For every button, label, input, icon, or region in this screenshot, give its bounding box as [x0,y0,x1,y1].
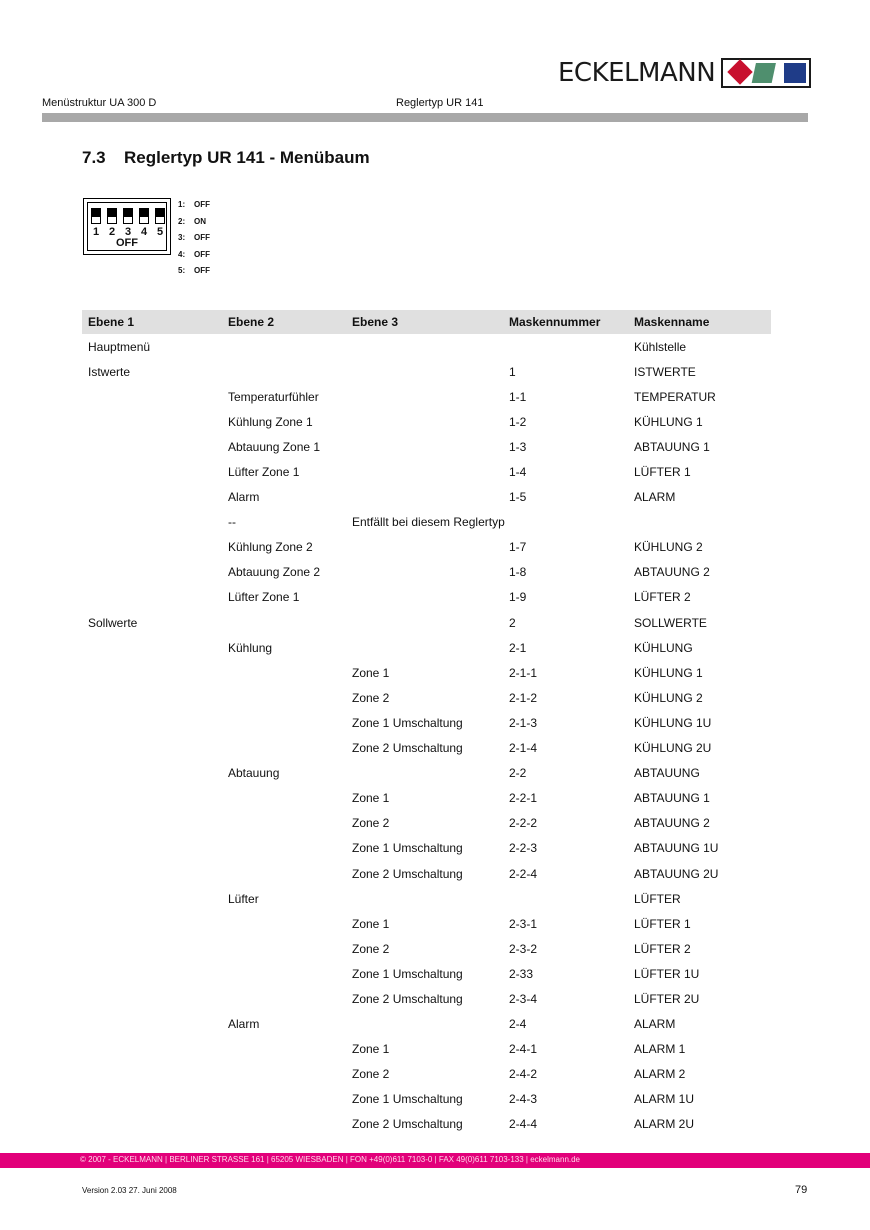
table-row [82,936,771,961]
cell-maskennummer: 2-2-4 [509,866,538,881]
cell-ebene-2: Kühlung Zone 1 [228,414,313,429]
cell-ebene-3: Zone 1 Umschaltung [352,715,463,730]
cell-maskenname: ISTWERTE [634,364,696,379]
table-row [82,886,771,911]
table-row [82,485,771,510]
logo-text: ECKELMANN [558,58,716,88]
cell-maskenname: LÜFTER 2 [634,590,691,605]
cell-maskennummer: 2-1-3 [509,715,538,730]
dip-switch-4 [139,208,149,224]
menu-tree-table [82,310,771,1137]
dip-setting: 3: OFF [178,233,210,243]
cell-ebene-3: Zone 2 Umschaltung [352,741,463,756]
cell-maskennummer: 2-2-1 [509,791,538,806]
column-header: Maskenname [634,315,710,329]
table-row [82,710,771,735]
table-row [82,660,771,685]
table-row [82,836,771,861]
cell-ebene-2: Lüfter Zone 1 [228,465,300,480]
table-row [82,911,771,936]
cell-maskennummer: 2-33 [509,966,534,981]
cell-ebene-3: Zone 1 Umschaltung [352,841,463,856]
cell-ebene-2: Abtauung Zone 1 [228,439,321,454]
cell-maskenname: KÜHLUNG 1 [634,665,703,680]
cell-maskennummer: 2-4-3 [509,1092,538,1107]
cell-maskenname: LÜFTER 2U [634,991,700,1006]
cell-maskennummer: 2-4-1 [509,1042,538,1057]
cell-maskenname: LÜFTER 1 [634,916,691,931]
cell-maskenname: ALARM [634,490,676,505]
cell-maskenname: ABTAUUNG 2U [634,866,719,881]
cell-maskenname: KÜHLUNG 2 [634,690,703,705]
dip-switch-3 [123,208,133,224]
cell-maskennummer: 2-4 [509,1017,527,1032]
cell-ebene-3: Zone 2 Umschaltung [352,866,463,881]
header-document-title: Menüstruktur UA 300 D [42,97,157,109]
dip-setting: 4: OFF [178,249,210,259]
cell-maskenname: ABTAUUNG [634,766,700,781]
cell-ebene-1: Hauptmenü [88,339,151,354]
table-row [82,1037,771,1062]
cell-maskennummer: 1-3 [509,439,527,454]
cell-maskenname: ABTAUUNG 2 [634,565,710,580]
dip-off-label: OFF [116,237,138,249]
header-divider [42,113,808,122]
cell-maskennummer: 2-1-2 [509,690,538,705]
cell-maskenname: KÜHLUNG 1U [634,715,712,730]
cell-ebene-2: Lüfter Zone 1 [228,590,300,605]
cell-maskenname: SOLLWERTE [634,615,707,630]
cell-maskennummer: 2-4-2 [509,1067,538,1082]
table-row [82,384,771,409]
table-row [82,635,771,660]
cell-maskennummer: 1-4 [509,465,527,480]
table-row [82,811,771,836]
column-header: Ebene 2 [228,315,275,329]
table-row [82,986,771,1011]
cell-maskennummer: 1 [509,364,516,379]
dip-setting: 2: ON [178,216,206,226]
cell-maskennummer: 2 [509,615,516,630]
column-header: Ebene 3 [352,315,399,329]
table-row [82,359,771,384]
dip-number: 1 [92,226,100,238]
cell-ebene-1: Istwerte [88,364,131,379]
table-row [82,685,771,710]
cell-maskennummer: 2-3-4 [509,991,538,1006]
table-row [82,736,771,761]
cell-ebene-3: Entfällt bei diesem Reglertyp [352,515,505,530]
cell-maskennummer: 2-2 [509,766,527,781]
cell-maskennummer: 2-2-3 [509,841,538,856]
table-row [82,1062,771,1087]
cell-maskenname: ALARM 1U [634,1092,695,1107]
table-row [82,459,771,484]
table-row [82,761,771,786]
cell-ebene-3: Zone 1 [352,916,390,931]
footer-company-line: © 2007 - ECKELMANN | BERLINER STRASSE 161 | 65205 WIESBADEN | FON +49(0)611 7103-0 | FAX 49(0)611 7103-133 | eckelmann.de [80,1155,581,1164]
table-row [82,510,771,535]
cell-ebene-2: Temperaturfühler [228,389,319,404]
cell-maskenname: ABTAUUNG 1 [634,791,710,806]
cell-ebene-3: Zone 1 Umschaltung [352,966,463,981]
table-row [82,434,771,459]
cell-maskennummer: 1-9 [509,590,527,605]
dip-settings-list [178,200,210,283]
cell-maskenname: KÜHLUNG 2U [634,741,712,756]
table-row [82,560,771,585]
section-number: 7.3 [82,148,106,167]
table-row [82,585,771,610]
dip-number: 4 [140,226,148,238]
dip-switch-1 [91,208,101,224]
table-row [82,409,771,434]
cell-maskennummer: 1-5 [509,490,527,505]
cell-ebene-2: -- [228,515,236,530]
cell-maskenname: TEMPERATUR [634,389,716,404]
cell-maskenname: KÜHLUNG 1 [634,414,703,429]
cell-maskenname: KÜHLUNG 2 [634,540,703,555]
dip-setting: 1: OFF [178,200,210,209]
dip-number: 3 [124,226,132,238]
cell-ebene-3: Zone 2 [352,941,390,956]
table-row [82,334,771,359]
cell-ebene-3: Zone 2 [352,1067,390,1082]
dip-setting: 5: OFF [178,266,210,276]
cell-maskenname: KÜHLUNG [634,640,693,655]
table-row [82,1112,771,1137]
cell-maskennummer: 1-2 [509,414,527,429]
column-header: Ebene 1 [88,315,135,329]
table-header [82,310,771,334]
cell-maskenname: ALARM [634,1017,676,1032]
logo-squares-icon [721,58,811,88]
dip-switch-2 [107,208,117,224]
dip-switch-icon [83,198,171,255]
cell-ebene-2: Alarm [228,1017,260,1032]
table-body [82,334,771,1137]
cell-ebene-2: Alarm [228,490,260,505]
page-number: 79 [795,1184,808,1196]
eckelmann-logo [558,58,811,88]
table-row [82,786,771,811]
table-row [82,610,771,635]
cell-maskenname: LÜFTER 1U [634,966,700,981]
cell-maskennummer: 2-1-1 [509,665,538,680]
column-header: Maskennummer [509,315,601,329]
cell-ebene-3: Zone 2 [352,816,390,831]
cell-maskennummer: 1-8 [509,565,527,580]
cell-maskenname: LÜFTER 1 [634,465,691,480]
table-row [82,861,771,886]
cell-maskenname: ALARM 2U [634,1117,695,1132]
cell-maskennummer: 2-3-2 [509,941,538,956]
cell-maskennummer: 2-1 [509,640,527,655]
cell-maskennummer: 2-3-1 [509,916,538,931]
cell-maskennummer: 1-1 [509,389,527,404]
dip-switch-5 [155,208,165,224]
cell-ebene-2: Lüfter [228,891,259,906]
cell-ebene-3: Zone 1 [352,1042,390,1057]
table-row [82,1087,771,1112]
cell-ebene-2: Abtauung Zone 2 [228,565,321,580]
cell-maskenname: LÜFTER 2 [634,941,691,956]
cell-maskenname: ABTAUUNG 2 [634,816,710,831]
cell-ebene-3: Zone 2 Umschaltung [352,991,463,1006]
dip-number: 5 [156,226,164,238]
cell-ebene-2: Kühlung Zone 2 [228,540,313,555]
cell-maskenname: ALARM 1 [634,1042,686,1057]
cell-maskennummer: 1-7 [509,540,527,555]
table-row [82,1012,771,1037]
cell-maskennummer: 2-4-4 [509,1117,538,1132]
cell-ebene-3: Zone 1 [352,665,390,680]
cell-ebene-1: Sollwerte [88,615,138,630]
cell-ebene-3: Zone 1 [352,791,390,806]
section-title [82,148,370,168]
cell-maskennummer: 2-2-2 [509,816,538,831]
cell-maskenname: ABTAUUNG 1U [634,841,719,856]
cell-ebene-3: Zone 2 [352,690,390,705]
cell-maskenname: Kühlstelle [634,339,687,354]
version-info: Version 2.03 27. Juni 2008 [82,1186,177,1195]
header-controller-type: Reglertyp UR 141 [396,97,484,109]
dip-number: 2 [108,226,116,238]
cell-ebene-2: Abtauung [228,766,280,781]
cell-maskenname: ABTAUUNG 1 [634,439,710,454]
cell-maskenname: LÜFTER [634,891,681,906]
cell-ebene-3: Zone 2 Umschaltung [352,1117,463,1132]
cell-ebene-3: Zone 1 Umschaltung [352,1092,463,1107]
table-row [82,535,771,560]
table-row [82,961,771,986]
section-heading: Reglertyp UR 141 - Menübaum [124,148,370,167]
cell-maskennummer: 2-1-4 [509,741,538,756]
cell-maskenname: ALARM 2 [634,1067,686,1082]
cell-ebene-2: Kühlung [228,640,273,655]
